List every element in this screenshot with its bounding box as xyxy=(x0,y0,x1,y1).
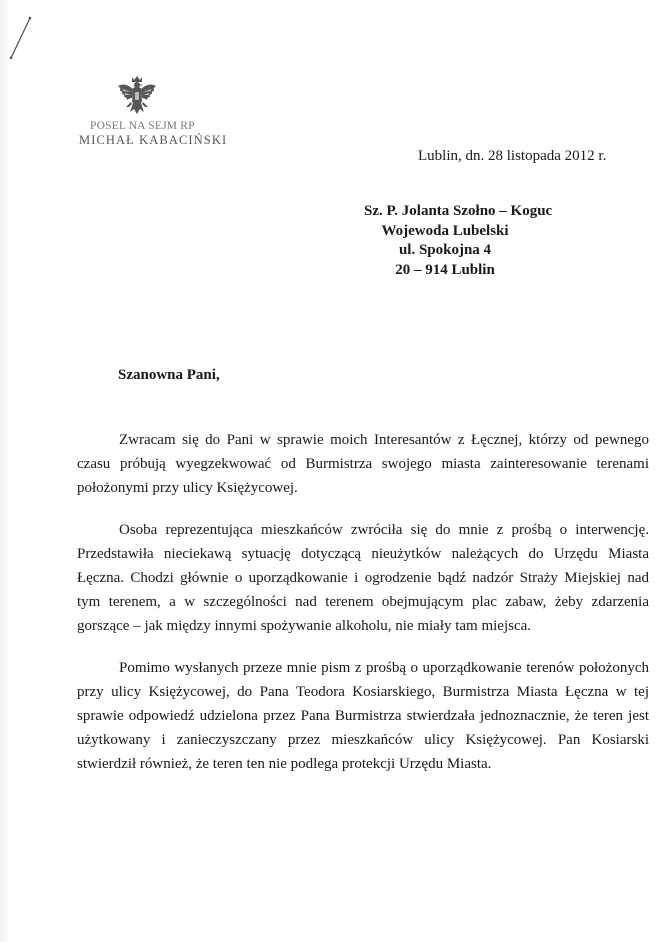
paragraph-line: Łęczna. Chodzi głównie o uporządkowanie i ogrodzenie bądź nadzór Straży Miejskiej nad xyxy=(77,570,649,587)
paragraph-line: Osoba reprezentująca mieszkańców zwróciła się do mnie z prośbą o interwencję. xyxy=(119,521,649,538)
paragraph-line: Zwracam się do Pani w sprawie moich Interesantów z Łęcznej, którzy od pewnego xyxy=(119,432,649,448)
paragraph-line: czasu próbują wyegzekwować od Burmistrza swojego miasta zainteresowanie terenami xyxy=(77,456,649,473)
paragraph-line: sprawie odpowiedź udzielona przez Pana Burmistrza stwierdzała jednoznacznie, że teren jest xyxy=(77,708,649,725)
paragraph-line: gorszące – jak między innymi spożywanie alkoholu, nie miały tam miejsca. xyxy=(77,618,532,635)
salutation: Szanowna Pani, xyxy=(118,367,220,383)
recipient-street: ul. Spokojna 4 xyxy=(398,242,492,258)
paragraph-line: Przedstawiła nieciekawą sytuację dotyczącą nieużytków należących do Urzędu Miasta xyxy=(77,545,649,562)
letterhead-title: POSEL NA SEJM RP xyxy=(90,120,195,132)
recipient-name: Sz. P. Jolanta Szołno – Koguc xyxy=(364,203,553,219)
polish-eagle-emblem-icon xyxy=(115,74,159,118)
paragraph-line: położonymi przy ulicy Księżycowej. xyxy=(77,480,298,497)
paragraph-2 xyxy=(77,518,649,639)
paragraph-line: tym terenem, a w szczególności nad terenem obejmującym plac zabaw, żeby zdarzenia xyxy=(77,594,649,611)
recipient-city: 20 – 914 Lublin xyxy=(395,261,495,278)
paragraph-line: użytkowany i zanieczyszczany przez mieszkańców ulicy Księżycowej. Pan Kosiarski xyxy=(77,732,649,749)
letterhead-name: MICHAŁ KABACIŃSKI xyxy=(79,133,228,147)
pen-stroke-mark xyxy=(6,14,36,60)
recipient-address xyxy=(364,202,553,280)
recipient-office: Wojewoda Lubelski xyxy=(381,222,509,239)
scan-edge-shadow xyxy=(0,0,10,942)
paragraph-line: Pomimo wysłanych przeze mnie pism z prośbą o uporządkowanie terenów położonych xyxy=(119,659,649,676)
paragraph-line: przy ulicy Księżycowej, do Pana Teodora Kosiarskiego, Burmistrza Miasta Łęczna w tej xyxy=(77,683,649,700)
paragraph-3 xyxy=(77,656,649,777)
place-and-date: Lublin, dn. 28 listopada 2012 r. xyxy=(418,148,607,164)
paragraph-line: stwierdził również, że teren ten nie podlega protekcji Urzędu Miasta. xyxy=(77,756,492,773)
letter-body xyxy=(77,428,649,794)
paragraph-1 xyxy=(77,428,649,501)
